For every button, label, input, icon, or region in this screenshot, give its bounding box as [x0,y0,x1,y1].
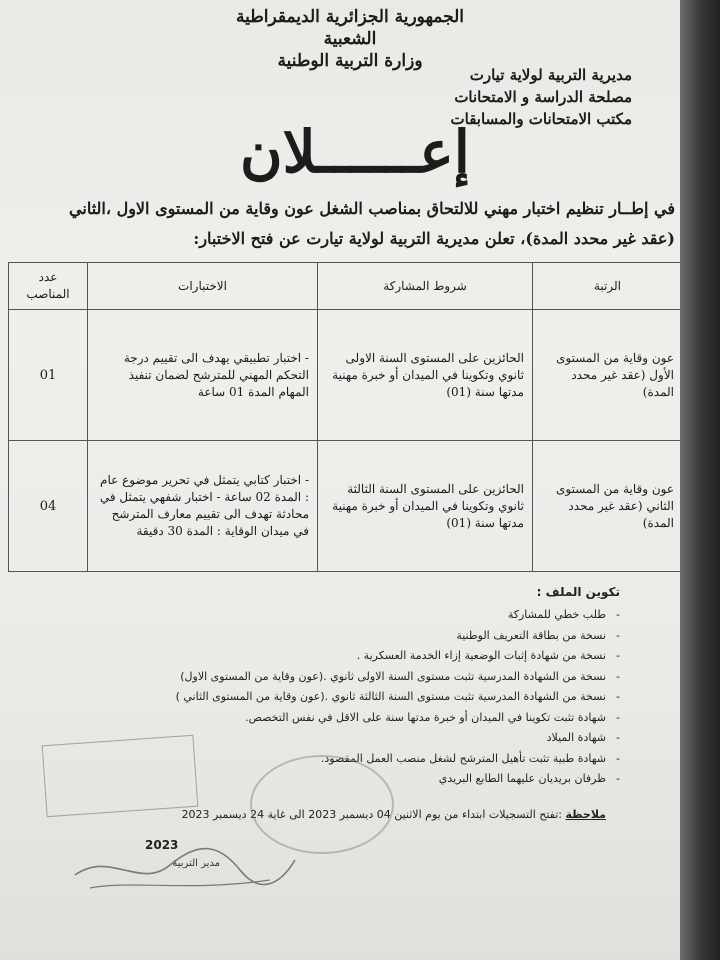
cell-positions: 01 [9,310,88,441]
list-item: - نسخة من الشهادة المدرسية تثبت مستوى السنة الثالثة ثانوي .(عون وقاية من المستوى الثاني ) [60,687,620,708]
note-text: :تفتح التسجيلات ابتداء من يوم الاثنين 04 ديسمبر 2023 الى غاية 24 ديسمبر 2023 [181,808,563,821]
national-header [220,6,480,72]
list-item: - شهادة تثبت تكوينا في الميدان أو خبرة مدتها سنة على الاقل في نفس التخصص. [60,708,620,729]
registry-stamp [42,735,199,817]
table-row [9,441,683,572]
republic-name: الجمهورية الجزائرية الديمقراطية الشعبية [235,7,464,49]
page-title: إعــــــلان [240,118,470,186]
directorate-name: مديرية التربية لولاية تيارت [469,66,632,84]
signatory-title: مدير التربية [172,858,220,869]
background-edge [680,0,720,960]
header-positions: عدد المناصب [9,263,88,310]
ministry-name: وزارة التربية الوطنية [277,51,423,71]
note-label: ملاحظة [565,808,606,821]
intro-paragraph: في إطــار تنظيم اختبار مهني للالتحاق بمناصب الشغل عون وقاية من المستوى الاول ،الثاني (عقد غير محدد المدة)، تعلن مديرية التربية لولاية تيارت عن فتح الاختبار: [69,199,675,248]
cell-tests: - اختبار كتابي يتمثل في تحرير موضوع عام : المدة 02 ساعة - اختبار شفهي يتمثل في محادثة تهدف الى تقييم معارف المترشح في ميدان الوقاية : المدة 30 دقيقة [88,441,318,572]
handwritten-signature [70,830,300,900]
file-requirements-title: تكوين الملف : [536,585,620,599]
service-name: مصلحة الدراسة و الامتحانات [454,88,632,106]
list-item: - شهادة طبية تثبت تأهيل المترشح لشغل منصب العمل المقصود. [60,749,620,770]
office-name: مكتب الامتحانات والمسابقات [450,110,632,128]
cell-conditions: الحائزين على المستوى السنة الاولى ثانوي وتكوينا في الميدان أو خبرة مهنية مدتها سنة (01) [318,310,533,441]
list-item: - نسخة من بطاقة التعريف الوطنية [60,626,620,647]
list-item: - ظرفان بريديان عليهما الطابع البريدي [60,769,620,790]
list-item: - نسخة من الشهادة المدرسية تثبت مستوى السنة الاولى ثانوي .(عون وقاية من المستوى الاول) [60,667,620,688]
cell-positions: 04 [9,441,88,572]
signature-date: 2023 [145,838,179,852]
list-item: - طلب خطي للمشاركة [60,605,620,626]
header-tests: الاختبارات [88,263,318,310]
cell-conditions: الحائزين على المستوى السنة الثالثة ثانوي وتكوينا في الميدان أو خبرة مهنية مدتها سنة (01) [318,441,533,572]
list-item: - شهادة الميلاد [60,728,620,749]
cell-rank: عون وقاية من المستوى الأول (عقد غير محدد المدة) [533,310,683,441]
table-row [9,310,683,441]
header-conditions: شروط المشاركة [318,263,533,310]
list-item: - نسخة من شهادة إثبات الوضعية إزاء الخدمة العسكرية . [60,646,620,667]
positions-table [8,262,683,572]
table-header-row [9,263,683,310]
header-rank: الرتبة [533,263,683,310]
cell-tests: - اختبار تطبيقي يهدف الى تقييم درجة التحكم المهني للمترشح لضمان تنفيذ المهام المدة 01 ساعة [88,310,318,441]
cell-rank: عون وقاية من المستوى الثاني (عقد غير محدد المدة) [533,441,683,572]
